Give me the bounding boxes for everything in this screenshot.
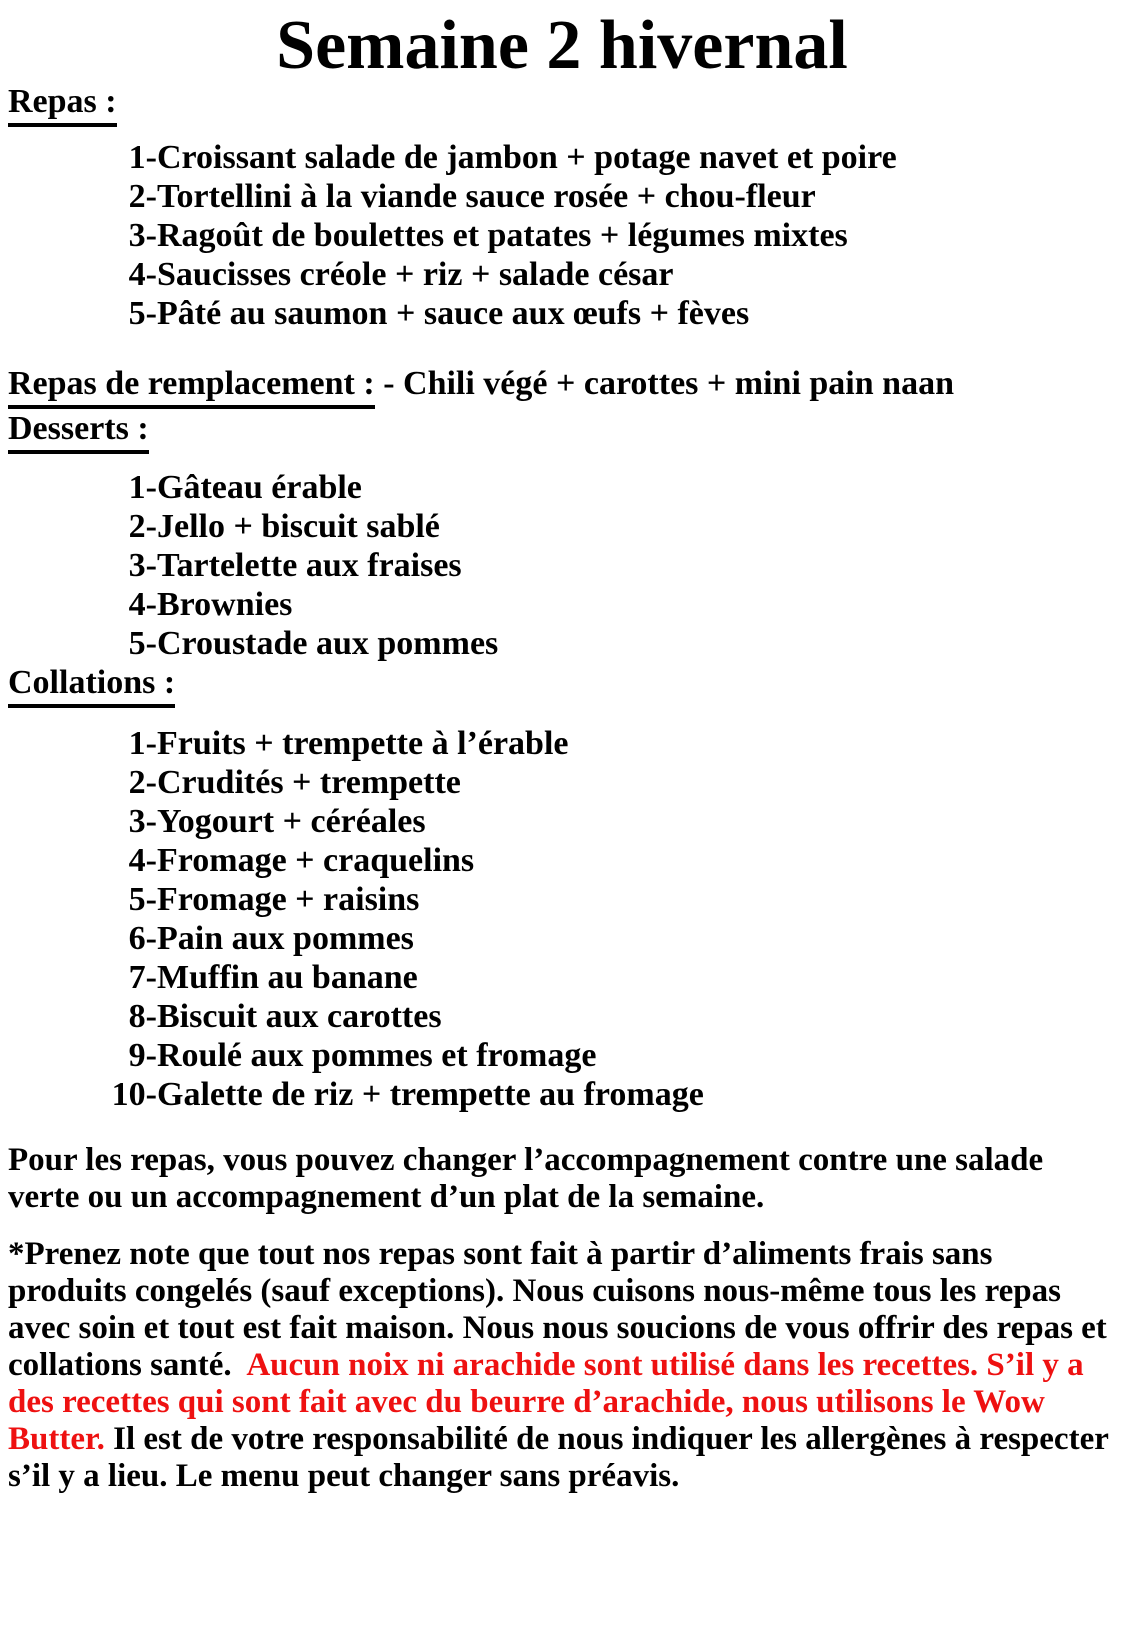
menu-item-text: Gâteau érable [157, 469, 362, 506]
menu-item-number: 1- [128, 725, 157, 762]
menu-item-text: Tartelette aux fraises [157, 547, 462, 584]
menu-item [108, 216, 1116, 255]
menu-item-text: Muffin au banane [157, 959, 418, 996]
menu-item-number: 4- [128, 842, 157, 879]
menu-item [108, 624, 1116, 663]
menu-item [108, 997, 1116, 1036]
menu-item [108, 1075, 1116, 1114]
page-title: Semaine 2 hivernal [276, 7, 848, 84]
menu-item-text: Biscuit aux carottes [157, 998, 442, 1035]
menu-item [108, 841, 1116, 880]
menu-item [108, 177, 1116, 216]
menu-item-number: 3- [128, 803, 157, 840]
desserts-list [108, 468, 1116, 663]
menu-item-number: 5- [128, 625, 157, 662]
menu-item-number: 4- [128, 586, 157, 623]
menu-item-number: 6- [128, 920, 157, 957]
menu-item-text: Roulé aux pommes et fromage [157, 1037, 597, 1074]
menu-item [108, 724, 1116, 763]
desserts-heading-text: Desserts : [8, 410, 149, 454]
menu-item-text: Saucisses créole + riz + salade césar [157, 256, 674, 293]
menu-item [108, 1036, 1116, 1075]
note-accompagnement: Pour les repas, vous pouvez changer l’accompagnement contre une salade verte ou un accompagnement d’un plat de la semaine. [8, 1142, 1052, 1215]
menu-item-number: 2- [128, 764, 157, 801]
menu-item-text: Crudités + trempette [157, 764, 461, 801]
menu-item [108, 763, 1116, 802]
menu-item-number: 1- [128, 139, 157, 176]
collations-heading-text: Collations : [8, 664, 175, 708]
menu-item-number: 2- [128, 508, 157, 545]
allergen-warning-red-text: Aucun noix ni arachide sont utilisé dans les recettes. S’il y a des recettes qui sont fait avec du beurre d’arachide, nous utilisons le Wow Butter. [8, 1347, 1092, 1457]
menu-item-text: Galette de riz + trempette au fromage [157, 1076, 704, 1113]
menu-item-text: Fruits + trempette à l’érable [157, 725, 569, 762]
note-allergen-outro: Il est de votre responsabilité de nous indiquer les allergènes à respecter s’il y a lieu. Le menu peut changer sans préavis. [8, 1421, 1117, 1494]
menu-item [108, 585, 1116, 624]
menu-item-number: 4- [128, 256, 157, 293]
remplacement-heading: Repas de remplacement : [8, 365, 375, 409]
menu-item-number: 2- [128, 178, 157, 215]
menu-item-text: Fromage + raisins [157, 881, 420, 918]
menu-item-text: Fromage + craquelins [157, 842, 475, 879]
note-allergen [8, 1236, 1116, 1495]
menu-item-number: 7- [128, 959, 157, 996]
menu-item-text: Yogourt + céréales [157, 803, 426, 840]
menu-item [108, 255, 1116, 294]
menu-item [108, 546, 1116, 585]
menu-item [108, 468, 1116, 507]
menu-item-number: 10- [111, 1076, 157, 1113]
menu-item [108, 802, 1116, 841]
menu-item-text: Croustade aux pommes [157, 625, 499, 662]
menu-item-number: 8- [128, 998, 157, 1035]
repas-list [108, 138, 1116, 333]
remplacement-line [8, 364, 1116, 409]
menu-item [108, 294, 1116, 333]
menu-item [108, 958, 1116, 997]
section-heading-collations [8, 663, 1116, 708]
menu-item-number: 5- [128, 881, 157, 918]
menu-item-number: 1- [128, 469, 157, 506]
menu-item-text: Pain aux pommes [157, 920, 414, 957]
menu-item-text: Tortellini à la viande sauce rosée + chou-fleur [157, 178, 816, 215]
collations-list [108, 724, 1116, 1114]
menu-item-number: 3- [128, 217, 157, 254]
menu-item-number: 3- [128, 547, 157, 584]
section-heading-repas [8, 82, 1116, 127]
menu-item-text: Jello + biscuit sablé [157, 508, 440, 545]
menu-item-text: Brownies [157, 586, 293, 623]
remplacement-text: - Chili végé + carottes + mini pain naan [374, 365, 954, 402]
menu-item-text: Croissant salade de jambon + potage navet et poire [157, 139, 897, 176]
menu-item-number: 5- [128, 295, 157, 332]
menu-item [108, 138, 1116, 177]
menu-item [108, 507, 1116, 546]
section-heading-desserts [8, 409, 1116, 454]
menu-item-text: Ragoût de boulettes et patates + légumes mixtes [157, 217, 848, 254]
menu-item [108, 880, 1116, 919]
note-allergen-intro: *Prenez note que tout nos repas sont fait à partir d’aliments frais sans produits congelés (sauf exceptions). Nous cuisons nous-même tous les repas avec soin et tout est fait maison. Nous nous soucions de vous offrir des repas et collations santé. [8, 1236, 1116, 1383]
menu-item [108, 919, 1116, 958]
menu-item-number: 9- [128, 1037, 157, 1074]
menu-item-text: Pâté au saumon + sauce aux œufs + fèves [157, 295, 750, 332]
repas-heading-text: Repas : [8, 83, 117, 127]
